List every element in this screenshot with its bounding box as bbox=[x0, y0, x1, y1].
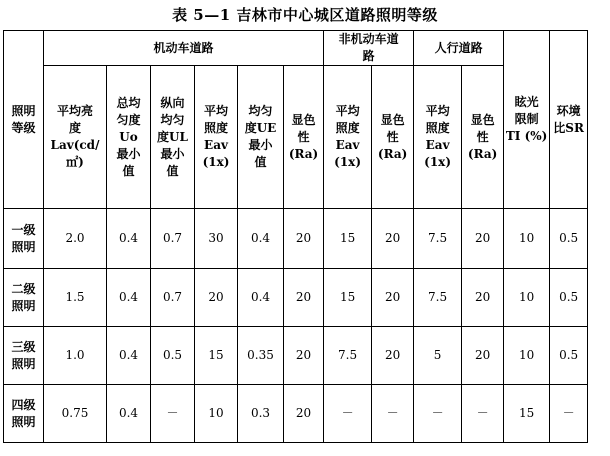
cell-avg-luminance: 0.75 bbox=[44, 385, 107, 443]
table-row bbox=[4, 327, 588, 385]
cell-avg-luminance: 1.5 bbox=[44, 269, 107, 327]
cell-color-rendering: 20 bbox=[284, 385, 324, 443]
cell-avg-illuminance: 10 bbox=[195, 385, 238, 443]
sub-header-illuminance-uniformity: 均匀 度UE 最小 值 bbox=[238, 66, 284, 209]
table-row bbox=[4, 385, 588, 443]
cell-avg-illuminance: 20 bbox=[195, 269, 238, 327]
lighting-level-table bbox=[3, 30, 588, 443]
cell-ped-color-rendering: 20 bbox=[462, 209, 504, 269]
cell-env-ratio: 0.5 bbox=[550, 209, 588, 269]
cell-env-ratio: － bbox=[550, 385, 588, 443]
cell-glare: 15 bbox=[504, 385, 550, 443]
sub-header-nonmotor-color-rendering: 显色 性 (Ra) bbox=[372, 66, 414, 209]
group-header-nonmotor: 非机动车道 路 bbox=[324, 31, 414, 66]
cell-longitudinal-uniformity: － bbox=[151, 385, 195, 443]
cell-illuminance-uniformity: 0.4 bbox=[238, 209, 284, 269]
level-column-header: 照明 等级 bbox=[4, 31, 44, 209]
env-ratio-header: 环境 比SR bbox=[550, 31, 588, 209]
cell-glare: 10 bbox=[504, 209, 550, 269]
cell-env-ratio: 0.5 bbox=[550, 269, 588, 327]
cell-color-rendering: 20 bbox=[284, 327, 324, 385]
cell-longitudinal-uniformity: 0.7 bbox=[151, 209, 195, 269]
cell-avg-illuminance: 15 bbox=[195, 327, 238, 385]
cell-longitudinal-uniformity: 0.5 bbox=[151, 327, 195, 385]
cell-nonmotor-color-rendering: － bbox=[372, 385, 414, 443]
table-caption: 表 5—1 吉林市中心城区道路照明等级 bbox=[172, 6, 438, 24]
cell-nonmotor-illuminance: 15 bbox=[324, 269, 372, 327]
cell-env-ratio: 0.5 bbox=[550, 327, 588, 385]
cell-nonmotor-illuminance: 7.5 bbox=[324, 327, 372, 385]
table-row bbox=[4, 269, 588, 327]
row-level-label: 二级 照明 bbox=[4, 269, 44, 327]
header-row-groups bbox=[4, 31, 588, 66]
cell-ped-illuminance: 7.5 bbox=[414, 269, 462, 327]
row-level-label: 四级 照明 bbox=[4, 385, 44, 443]
sub-header-avg-luminance: 平均亮 度 Lav(cd/ ㎡) bbox=[44, 66, 107, 209]
cell-glare: 10 bbox=[504, 269, 550, 327]
table-row bbox=[4, 209, 588, 269]
sub-header-ped-color-rendering: 显色 性 (Ra) bbox=[462, 66, 504, 209]
cell-overall-uniformity: 0.4 bbox=[107, 209, 151, 269]
sub-header-avg-illuminance: 平均 照度 Eav (1x) bbox=[195, 66, 238, 209]
sub-header-nonmotor-illuminance: 平均 照度 Eav (1x) bbox=[324, 66, 372, 209]
sub-header-color-rendering: 显色 性 (Ra) bbox=[284, 66, 324, 209]
cell-ped-color-rendering: － bbox=[462, 385, 504, 443]
group-header-pedestrian: 人行道路 bbox=[414, 31, 504, 66]
cell-avg-luminance: 2.0 bbox=[44, 209, 107, 269]
cell-overall-uniformity: 0.4 bbox=[107, 385, 151, 443]
cell-color-rendering: 20 bbox=[284, 209, 324, 269]
cell-glare: 10 bbox=[504, 327, 550, 385]
row-level-label: 一级 照明 bbox=[4, 209, 44, 269]
cell-nonmotor-color-rendering: 20 bbox=[372, 209, 414, 269]
cell-nonmotor-illuminance: 15 bbox=[324, 209, 372, 269]
cell-ped-illuminance: － bbox=[414, 385, 462, 443]
cell-nonmotor-color-rendering: 20 bbox=[372, 327, 414, 385]
cell-ped-color-rendering: 20 bbox=[462, 269, 504, 327]
cell-overall-uniformity: 0.4 bbox=[107, 327, 151, 385]
cell-illuminance-uniformity: 0.35 bbox=[238, 327, 284, 385]
sub-header-overall-uniformity: 总均 匀度 Uo 最小 值 bbox=[107, 66, 151, 209]
cell-longitudinal-uniformity: 0.7 bbox=[151, 269, 195, 327]
glare-header: 眩光 限制 TI (%) bbox=[504, 31, 550, 209]
cell-overall-uniformity: 0.4 bbox=[107, 269, 151, 327]
row-level-label: 三级 照明 bbox=[4, 327, 44, 385]
sub-header-ped-illuminance: 平均 照度 Eav (1x) bbox=[414, 66, 462, 209]
sub-header-longitudinal-uniformity: 纵向 均匀 度UL 最小 值 bbox=[151, 66, 195, 209]
cell-illuminance-uniformity: 0.4 bbox=[238, 269, 284, 327]
cell-color-rendering: 20 bbox=[284, 269, 324, 327]
header-row-sub bbox=[4, 66, 588, 209]
cell-nonmotor-color-rendering: 20 bbox=[372, 269, 414, 327]
cell-avg-illuminance: 30 bbox=[195, 209, 238, 269]
cell-nonmotor-illuminance: － bbox=[324, 385, 372, 443]
cell-ped-color-rendering: 20 bbox=[462, 327, 504, 385]
cell-illuminance-uniformity: 0.3 bbox=[238, 385, 284, 443]
cell-avg-luminance: 1.0 bbox=[44, 327, 107, 385]
cell-ped-illuminance: 7.5 bbox=[414, 209, 462, 269]
group-header-motor: 机动车道路 bbox=[44, 31, 324, 66]
cell-ped-illuminance: 5 bbox=[414, 327, 462, 385]
